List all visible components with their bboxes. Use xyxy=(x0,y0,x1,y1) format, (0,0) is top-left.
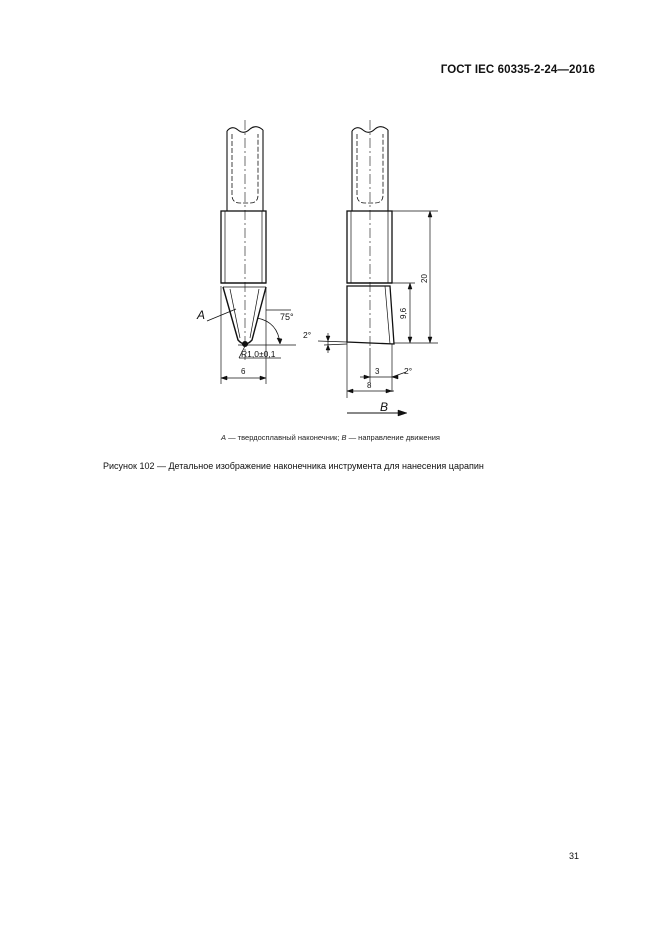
legend-b-text: — направление движения xyxy=(346,433,440,442)
angle-right-2-label: 2° xyxy=(404,366,413,376)
scratch-tool-drawing xyxy=(0,0,661,430)
height-9-6-label: 9,6 xyxy=(399,307,408,319)
dim-8-label: 8 xyxy=(367,381,372,390)
label-b: B xyxy=(380,400,389,414)
label-a: A xyxy=(197,308,206,322)
legend-a-text: — твердосплавный наконечник; xyxy=(226,433,342,442)
figure-caption: Рисунок 102 — Детальное изображение наконечника инструмента для нанесения царапин xyxy=(103,461,484,471)
height-20-label: 20 xyxy=(420,274,429,283)
dim-3-label: 3 xyxy=(375,367,380,376)
width-6-label: 6 xyxy=(241,367,246,376)
legend-a-key: A xyxy=(221,433,227,442)
page-number: 31 xyxy=(569,851,580,861)
radius-label: R1,0±0,1 xyxy=(241,349,276,359)
standard-id-header: ГОСТ IEC 60335-2-24—2016 xyxy=(440,64,595,76)
angle-75-label: 75° xyxy=(280,312,294,322)
angle-left-2-label: 2° xyxy=(303,330,312,340)
left-tool-view xyxy=(207,120,296,384)
legend-b-key: B xyxy=(341,433,347,442)
figure-legend xyxy=(0,433,661,442)
